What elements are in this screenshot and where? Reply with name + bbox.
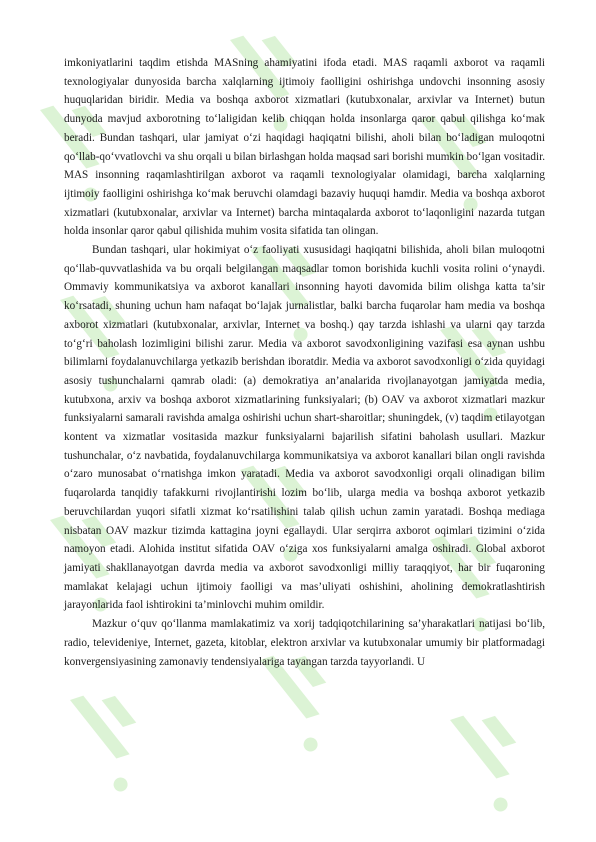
- paragraph-3: Mazkur o‘quv qo‘llanma mamlakatimiz va xorij tadqiqotchilarining sa’yharakatlari natijasi bo‘lib, radio, televideniye, Internet, gazeta, kitoblar, elektron arxivlar va kutubxonalar umumiy bir platformadagi konvergensiyasining zamonaviy tendensiyalariga tayangan tarzda tayyorlandi. U: [64, 618, 545, 668]
- watermark-glyph: [70, 683, 155, 798]
- document-body: [64, 54, 545, 671]
- paragraph-1: imkoniyatlarini taqdim etishda MASning ahamiyatini ifoda etadi. MAS raqamli axborot va raqamli texnologiyalar dunyosida barcha xalqlarning ijtimoiy faolligini oshirishga undovchi insonning asosiy huquqlaridan biridir. Media va boshqa axborot xizmatlari (kutubxonalar, arxivlar va Internet) butun dunyoda mavjud axborotning to‘laligidan kelib chiqqan holda insonlarga qaror qabul qilishga ko‘mak beradi. Bundan tashqari, ular jamiyat o‘zi haqidagi haqiqatni bilishi, aholi bilan bo‘ladigan muloqotni qo‘llab-qo‘vvatlovchi va shu orqali u bilan birlashgan holda maqsad sari borishi mumkin bo‘lgan vositadir. MAS insonning raqamlashtirilgan axborot va raqamli texnologiyalar olamidagi, barcha xalqlarning ijtimoiy faolligini oshirishga ko‘mak beruvchi olamdagi bazaviy huquqi hamdir. Media va boshqa axborot xizmatlari (kutubxonalar, arxivlar va Internet) barcha mintaqalarda axborot to‘laqonligini nazarda tutgan holda insonlar qaror qabul qilishida muhim vosita sifatida tan olingan.: [64, 57, 545, 238]
- paragraph-2: Bundan tashqari, ular hokimiyat o‘z faoliyati xususidagi haqiqatni bilishida, aholi bilan muloqotni qo‘llab-quvvatlashida va bu orqali belgilangan maqsadlar tomon borishida kuchli vosita rolini o‘ynaydi. Ommaviy kommunikatsiya va axborot kanallari insonning hayoti davomida bilim olishga katta ta’sir ko‘rsatadi, shuning uchun ham nafaqat bo‘lajak jurnalistlar, balki barcha fuqarolar ham media va boshqa axborot xizmatlari (kutubxonalar, arxivlar, Internet va boshq.) qay tarzda ishlashi va ularni qay tarzda to‘g‘ri baholash lozimligini bilishi zarur. Media va axborot savodxonligining vazifasi esa aynan ushbu bilimlarni foydalanuvchilarga yetkazib berishdan iboratdir. Media va axborot savodxonligi o‘zida quyidagi asosiy tushunchalarni qamrab oladi: (a) demokratiya an’analarida rivojlanayotgan jamiyatda media, kutubxona, arxiv va boshqa axborot xizmatlarining funksiyalari; (b) OAV va axborot xizmatlari mazkur funksiyalarni samarali ravishda amalga oshirishi uchun shart-sharoitlar; shuningdek, (v) taqdim etilayotgan kontent va xizmatlar vositasida mazkur funksiyalarni bajarilish sifatini baholash usullari. Mazkur tushunchalar, o‘z navbatida, foydalanuvchilarga kommunikatsiya va axborot kanallari bilan ongli ravishda o‘zaro munosabat o‘rnatishga imkon yaratadi. Media va axborot savodxonligi orqali olinadigan bilim fuqarolarda tanqidiy tafakkurni rivojlantirishi lozim bo‘lib, ularga media va boshqa axborot yetkazib beruvchilardan yuqori sifatli xizmat ko‘rsatilishini talab qilish uchun zamin yaratadi. Boshqa mediaga nisbatan OAV mazkur tizimda kattagina joyni egallaydi. Ular serqirra axborot oqimlari tizimini o‘zida namoyon etadi. Alohida institut sifatida OAV o‘ziga xos funksiyalarni amalga oshiradi. Global axborot jamiyati shakllanayotgan davrda media va axborot savodxonligi milliy taraqqiyot, har bir fuqaroning mamlakat kelajagi uchun ijtimoiy faolligi va mas’uliyati oshishini, aholining demokratlashtirish jarayonlarida faol ishtirokini ta’minlovchi muhim omildir.: [64, 244, 545, 612]
- watermark-glyph: [450, 703, 535, 818]
